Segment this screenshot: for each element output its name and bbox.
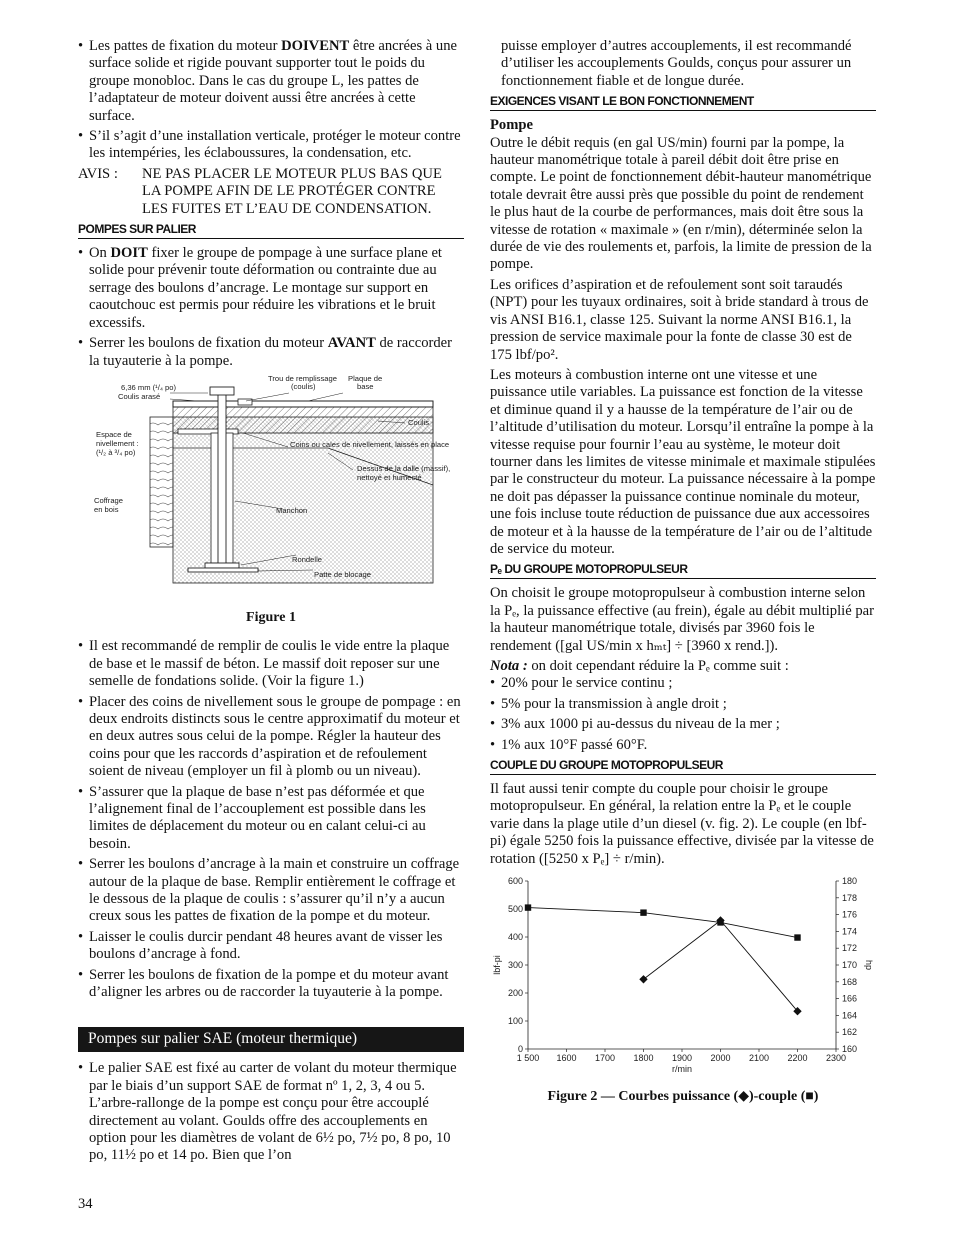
nota: Nota : on doit cependant réduire la Pₑ comme suit :	[490, 658, 789, 674]
bullet-list-installation	[78, 638, 464, 1001]
list-item: • Les pattes de fixation du moteur DOIVENT être ancrées à une surface solide et rigide pouvant supporter tout le poids du groupe monobloc. Dans le cas du groupe L, les pattes de l’adaptateur de moteur doivent aussi être ancrées à cette surface.	[78, 38, 464, 125]
y2-tick-label: 162	[842, 1027, 858, 1038]
label-coulis-arase: Coulis arasé	[118, 391, 161, 401]
y2-tick-label: 176	[842, 909, 858, 920]
y-tick-label: 600	[507, 876, 523, 887]
label-espace3: (¹/₂ à ³/₄ po)	[96, 447, 136, 457]
figure-1-caption: Figure 1	[246, 609, 296, 625]
x-tick-label: 2200	[787, 1053, 808, 1064]
x-tick-label: 1 500	[516, 1053, 540, 1064]
y2-tick-label: 164	[842, 1010, 858, 1021]
y-tick-label: 200	[507, 988, 523, 999]
list-item: • 3% aux 1000 pi au-dessus du niveau de la mer ;	[490, 716, 876, 733]
label-coffrage1: Coffrage	[94, 495, 123, 505]
y-tick-label: 0	[517, 1044, 523, 1055]
list-item: • Le palier SAE est fixé au carter de volant du moteur thermique par le biais d’un support SAE de format nº 1, 2, 3, 4 ou 5. L’arbre-rallonge de la pompe est conçu pour être accouplé directement au volant. Goulds offre des accouplements en option pour les diamètres de volant de 6½ po, 7½ po, 8 po, 10 po, 11½ po et 14 po. Bien que l’on	[78, 1060, 464, 1164]
x-tick-label: 2000	[710, 1053, 731, 1064]
y2-tick-label: 168	[842, 976, 858, 987]
label-coins: Coins ou cales de nivellement, laissés en place	[290, 439, 450, 449]
avis-label: AVIS :	[78, 165, 118, 182]
label-rondelle: Rondelle	[292, 554, 322, 564]
heading-couple: COUPLE DU GROUPE MOTOPROPULSEUR	[490, 758, 876, 775]
x-tick-label: 1800	[633, 1053, 654, 1064]
continued-paragraph: puisse employer d’autres accouplements, il est recommandé d’utiliser les accouplements Goulds, conçus pour assurer un fonctionnement fiable et de longue durée.	[501, 38, 852, 89]
list-item: • On DOIT fixer le groupe de pompage à une surface plane et solide pour prévenir toute déformation ou contrainte due au serrage des boulons d’ancrage. Le montage sur support en caoutchouc est permis pour réduire les vibrations et le bruit excessifs.	[78, 245, 464, 332]
label-espace1: Espace de	[96, 429, 132, 439]
series-line-couple	[528, 908, 798, 938]
y2-tick-label: 166	[842, 993, 858, 1004]
label-plaque2: base	[357, 381, 374, 391]
bullet-list-fixation	[78, 38, 464, 163]
paragraph-moteurs: Les moteurs à combustion interne ont une vitesse et une puissance utile variables. La puissance est fonction de la vitesse et diminue quand il y a hausse de la température de l’air ou de l’altitude d’utilisation du moteur. Lorsqu’il entraîne la pompe à la vitesse requise pour fournir l’eau au système, le moteur doit tourner dans les limites de vitesse minimale et maximale stipulées par le constructeur du moteur. La puissance nécessaire à la pompe ne doit pas dépasser la puissance continue nominale du moteur, une fois incluse toute réduction de puissance due aux accessoires de moteur et à la hausse de la température de l’air ou de l’altitude de service du moteur.	[490, 366, 876, 557]
bullet-list-palier	[78, 245, 464, 370]
avis-notice	[78, 166, 464, 218]
heading-exigences: EXIGENCES VISANT LE BON FONCTIONNEMENT	[490, 94, 876, 111]
label-gap: 6,36 mm (¹/₄ po)	[121, 382, 177, 392]
label-trou: Trou de remplissage	[268, 373, 337, 383]
label-dessus2: nettoyé et humecté	[357, 472, 422, 482]
paragraph-orifices: Les orifices d’aspiration et de refoulement sont soit taraudés (NPT) pour les tuyaux ordinaires, soit à bride standard à trous de vis ANSI B16.1, classe 125. Suivant la norme ANSI B16.1, la pression de service maximale pour la fonte de classe 30 est de 175 lbf/po².	[490, 276, 869, 363]
label-coffrage2: en bois	[94, 504, 119, 514]
paragraph-couple: Il faut aussi tenir compte du couple pour choisir le groupe motopropulseur. En général, la relation entre la Pₑ et le couple varie dans la plage utile d’un diesel (v. fig. 2). Le couple (en lbf-pi) égale 5250 fois la puissance effective, divisée par la vitesse de rotation ([5250 x Pₑ] ÷ r/min).	[490, 781, 874, 867]
series-line-puissance	[644, 921, 798, 1012]
heading-pompes-palier: POMPES SUR PALIER	[78, 222, 464, 239]
left-column	[78, 38, 464, 1168]
paragraph-pompe: Outre le débit requis (en gal US/min) fourni par la pompe, la hauteur manométrique totale à pareil débit doit être prise en compte. Le point de fonctionnement débit-hauteur manométrique totale devrait être aussi près que possible du point de rendement le plus haut de la courbe de performances, mais doit être sous la vitesse de rotation « maximale » (en r/min), déterminée selon la durée de vie des roulements et, parfois, la limite de pression de la pompe.	[490, 134, 872, 273]
y2-axis-label: hp	[864, 960, 874, 971]
list-item: • Placer des coins de nivellement sous le groupe de pompage : en deux endroits distincts sous le centre approximatif du moteur et en deux autres sous celui de la pompe. Régler la hauteur des coins pour que les raccords d’aspiration et de refoulement soient de niveau (employer un fil à plomb ou un niveau).	[78, 694, 464, 781]
list-item: • Serrer les boulons d’ancrage à la main et construire un coffrage autour de la plaque de base. Remplir entièrement le coffrage et le dessous de la plaque de coulis : s’assurer qu’il n’y a aucun creux sous les pattes de fixation de la pompe et du moteur.	[78, 856, 464, 926]
list-item: • 5% pour la transmission à angle droit ;	[490, 696, 876, 713]
y2-tick-label: 180	[842, 876, 858, 887]
bullet-list-sae	[78, 1060, 464, 1164]
y2-tick-label: 172	[842, 943, 858, 954]
figure-2-caption: Figure 2 — Courbes puissance (◆)-couple (■)	[547, 1089, 819, 1105]
label-trou2: (coulis)	[291, 381, 316, 391]
x-axis-label: r/min	[672, 1064, 692, 1075]
x-tick-label: 1900	[671, 1053, 693, 1064]
right-column	[490, 38, 876, 1117]
y-axis-label: lbf-pi	[492, 955, 502, 975]
paragraph-pe: On choisit le groupe motopropulseur à combustion interne selon la Pₑ, la puissance effective (au frein), égale au débit multiplié par la hauteur manométrique totale, divisés par 3960 fois le rendement ([gal US/min x hₘₜ] ÷ [3960 x rend.]).	[490, 585, 874, 654]
x-tick-label: 1700	[594, 1053, 616, 1064]
list-item: • S’il s’agit d’une installation verticale, protéger le moteur contre les intempéries, les éclaboussures, la condensation, etc.	[78, 128, 464, 163]
pompe-label: Pompe	[490, 117, 533, 134]
y2-tick-label: 174	[842, 926, 858, 937]
label-patte: Patte de blocage	[314, 569, 371, 579]
list-item: • Il est recommandé de remplir de coulis le vide entre la plaque de base et le massif de béton. Le massif doit reposer sur une semelle de fondations solide. (Voir la figure 1.)	[78, 638, 464, 690]
list-item: • S’assurer que la plaque de base n’est pas déformée et que l’alignement final de l’accouplement est possible dans les limites de déplacement du moteur ou en calant celui-ci au besoin.	[78, 784, 464, 854]
list-item: • Laisser le coulis durcir pendant 48 heures avant de visser les boulons d’ancrage à fond.	[78, 929, 464, 964]
data-point-puissance	[639, 975, 647, 983]
x-tick-label: 2300	[825, 1053, 847, 1064]
figure-2-chart	[490, 871, 876, 1086]
label-dessus1: Dessus de la dalle (massif),	[357, 463, 451, 473]
y-tick-label: 300	[507, 960, 523, 971]
label-manchon: Manchon	[276, 505, 308, 515]
label-espace2: nivellement :	[96, 438, 139, 448]
data-point-couple	[794, 934, 800, 940]
avis-text: NE PAS PLACER LE MOTEUR PLUS BAS QUE LA POMPE AFIN DE LE PROTÉGER CONTRE LES FUITES ET L’EAU DE CONDENSATION.	[142, 165, 442, 217]
figure-1-diagram	[78, 373, 464, 605]
x-tick-label: 1600	[556, 1053, 577, 1064]
page-number: 34	[78, 1196, 93, 1212]
y2-tick-label: 178	[842, 892, 858, 903]
section-band-sae: Pompes sur palier SAE (moteur thermique)	[78, 1027, 464, 1052]
label-coulis: Coulis	[408, 417, 430, 427]
y2-tick-label: 160	[842, 1044, 858, 1055]
list-item: • Serrer les boulons de fixation du moteur AVANT de raccorder la tuyauterie à la pompe.	[78, 335, 464, 370]
data-point-couple	[640, 910, 646, 916]
y-tick-label: 400	[507, 932, 523, 943]
nota-list	[490, 675, 876, 754]
list-item: • 1% aux 10°F passé 60°F.	[490, 737, 876, 754]
label-plaque: Plaque de	[348, 373, 383, 383]
heading-pe: Pₑ DU GROUPE MOTOPROPULSEUR	[490, 562, 876, 579]
x-tick-label: 2100	[748, 1053, 770, 1064]
list-item: • 20% pour le service continu ;	[490, 675, 876, 692]
y-tick-label: 100	[507, 1016, 523, 1027]
y2-tick-label: 170	[842, 960, 858, 971]
y-tick-label: 500	[507, 904, 523, 915]
data-point-couple	[525, 904, 531, 910]
list-item: • Serrer les boulons de fixation de la pompe et du moteur avant d’aligner les arbres ou de raccorder la tuyauterie à la pompe.	[78, 967, 464, 1002]
